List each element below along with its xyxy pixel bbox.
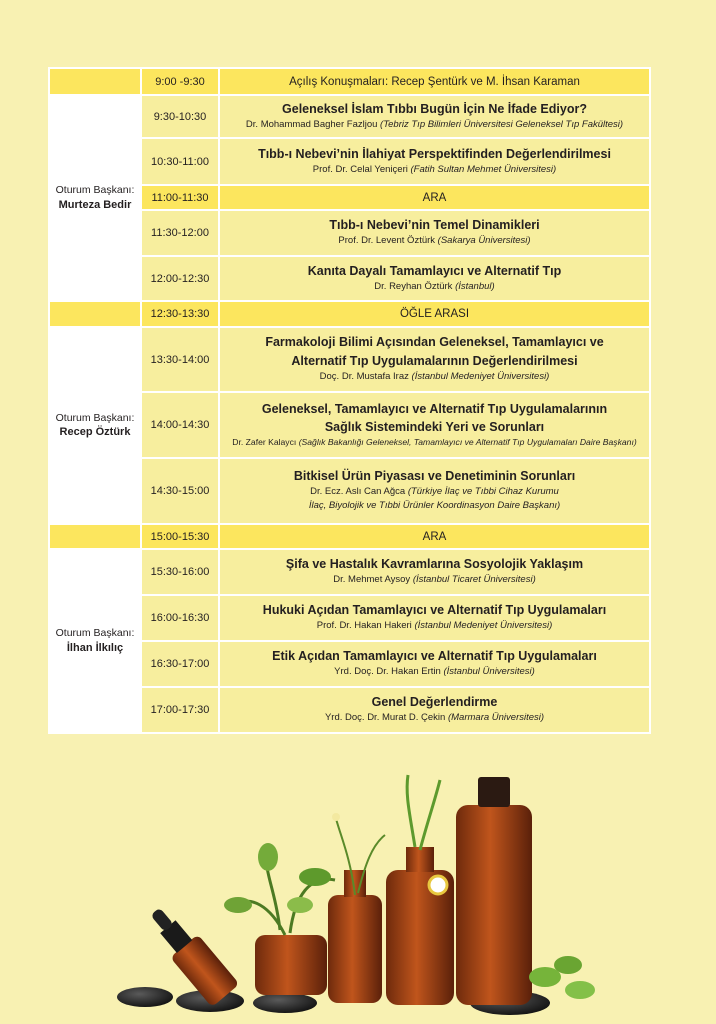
amber-bottle-tall — [456, 805, 532, 1005]
speaker-affiliation: (Tebriz Tıp Bilimleri Üniversitesi Geleneksel Tıp Fakültesi) — [380, 118, 624, 130]
chair-label: Oturum Başkanı: — [55, 184, 135, 197]
rosemary-sprig — [407, 775, 440, 850]
time-cell: 16:00-16:30 — [141, 595, 219, 641]
chair-cell-empty — [49, 301, 141, 327]
lunch-break-label: ÖĞLE ARASI — [219, 301, 650, 327]
talk-cell — [219, 641, 650, 687]
talk-title-line2: Sağlık Sistemindeki Yeri ve Sorunları — [324, 419, 545, 434]
talk-cell — [219, 95, 650, 138]
talk-speaker-line — [220, 163, 649, 179]
talk-cell — [219, 595, 650, 641]
talk-speaker-line — [220, 711, 649, 727]
talk-cell — [219, 458, 650, 524]
flower — [332, 813, 340, 821]
talk-cell — [219, 687, 650, 733]
session-chair-cell — [49, 327, 141, 524]
chair-label: Oturum Başkanı: — [55, 411, 135, 424]
speaker-affiliation: (İstanbul Medeniyet Üniversitesi) — [414, 620, 553, 632]
time-cell: 13:30-14:00 — [141, 327, 219, 392]
chair-label: Oturum Başkanı: — [55, 627, 135, 640]
talk-title: Bitkisel Ürün Piyasası ve Denetiminin Sorunları — [293, 469, 576, 484]
time-cell: 14:30-15:00 — [141, 458, 219, 524]
talk-title: Şifa ve Hastalık Kavramlarına Sosyolojik Yaklaşım — [285, 557, 584, 572]
time-cell: 9:00 -9:30 — [141, 68, 219, 95]
schedule-row-break — [49, 524, 650, 549]
speaker-affiliation: (Sağlık Bakanlığı Geleneksel, Tamamlayıcı ve Alternatif Tıp Uygulamaları Daire Başkanı) — [298, 436, 637, 447]
talk-title: Genel Değerlendirme — [371, 695, 498, 710]
break-label: ARA — [219, 185, 650, 210]
speaker-affiliation-line2: İlaç, Biyolojik ve Tıbbi Ürünler Koordinasyon Daire Başkanı) — [308, 500, 561, 512]
chair-cell-empty — [49, 524, 141, 549]
talk-title: Hukuki Açıdan Tamamlayıcı ve Alternatif Tıp Uygulamaları — [262, 603, 607, 618]
chair-name: Murteza Bedir — [58, 198, 132, 211]
talk-speaker-line — [220, 280, 649, 296]
speaker-affiliation: (Türkiye İlaç ve Tıbbi Cihaz Kurumu — [407, 486, 559, 498]
talk-speaker-line — [220, 573, 649, 589]
time-cell: 17:00-17:30 — [141, 687, 219, 733]
break-label: ARA — [219, 524, 650, 549]
program-schedule-table — [48, 67, 651, 734]
speaker-affiliation: (İstanbul Medeniyet Üniversitesi) — [411, 370, 550, 382]
talk-speaker-line — [220, 619, 649, 635]
speaker-affiliation: (İstanbul Üniversitesi) — [443, 666, 535, 678]
mint-leaf — [529, 967, 561, 987]
talk-speaker-line — [220, 436, 649, 450]
time-cell: 9:30-10:30 — [141, 95, 219, 138]
talk-cell — [219, 549, 650, 595]
leaf — [224, 897, 252, 913]
speaker-affiliation: (Fatih Sultan Mehmet Üniversitesi) — [410, 163, 557, 175]
time-cell: 10:30-11:00 — [141, 138, 219, 185]
schedule-row-opening — [49, 68, 650, 95]
schedule-row — [49, 95, 650, 138]
talk-cell — [219, 392, 650, 458]
time-cell: 11:00-11:30 — [141, 185, 219, 210]
talk-title: Tıbb-ı Nebevi’nin İlahiyat Perspektifinden Değerlendirilmesi — [258, 146, 611, 161]
time-cell: 11:30-12:00 — [141, 210, 219, 256]
chair-name: İlhan İlkılıç — [66, 641, 124, 654]
chamomile-flower — [429, 876, 447, 894]
speaker-affiliation: (Marmara Üniversitesi) — [447, 712, 545, 724]
talk-speaker-line — [220, 485, 649, 499]
talk-speaker-line2 — [220, 499, 649, 515]
talk-title-line1: Farmakoloji Bilimi Açısından Geleneksel, Tamamlayıcı ve — [265, 335, 604, 350]
speaker-name: Prof. Dr. Celal Yeniçeri — [312, 163, 408, 175]
speaker-name: Yrd. Doç. Dr. Hakan Ertin — [334, 666, 441, 678]
opening-speeches: Açılış Konuşmaları: Recep Şentürk ve M. İhsan Karaman — [219, 68, 650, 95]
leaf — [287, 897, 313, 913]
schedule-row-lunch — [49, 301, 650, 327]
schedule-row — [49, 549, 650, 595]
session-chair-cell — [49, 549, 141, 733]
mint-leaf — [554, 956, 582, 974]
talk-speaker-line — [220, 234, 649, 250]
speaker-name: Dr. Reyhan Öztürk — [374, 280, 453, 292]
speaker-affiliation: (İstanbul Ticaret Üniversitesi) — [412, 574, 536, 586]
talk-title-line1: Geleneksel, Tamamlayıcı ve Alternatif Tıp Uygulamalarının — [261, 401, 608, 416]
herb-stems — [235, 850, 335, 935]
speaker-affiliation: (Sakarya Üniversitesi) — [437, 235, 531, 247]
amber-bottle-small — [328, 895, 382, 1003]
leaf — [258, 843, 278, 871]
time-cell: 16:30-17:00 — [141, 641, 219, 687]
talk-title: Kanıta Dayalı Tamamlayıcı ve Alternatif Tıp — [307, 263, 562, 278]
talk-cell — [219, 327, 650, 392]
time-cell: 15:30-16:00 — [141, 549, 219, 595]
mint-leaf — [565, 981, 595, 999]
speaker-name: Dr. Zafer Kalaycı — [232, 436, 297, 447]
talk-cell — [219, 210, 650, 256]
black-stone — [253, 993, 317, 1013]
talk-title: Geleneksel İslam Tıbbı Bugün İçin Ne İfade Ediyor? — [282, 101, 587, 116]
speaker-name: Doç. Dr. Mustafa Iraz — [319, 370, 409, 382]
talk-cell — [219, 138, 650, 185]
time-cell: 12:00-12:30 — [141, 256, 219, 301]
speaker-name: Dr. Mehmet Aysoy — [333, 574, 411, 586]
talk-title: Etik Açıdan Tamamlayıcı ve Alternatif Tıp Uygulamaları — [272, 649, 597, 664]
talk-title-line2: Alternatif Tıp Uygulamalarının Değerlendirilmesi — [291, 353, 578, 368]
speaker-name: Dr. Ecz. Aslı Can Ağca — [310, 486, 406, 498]
session-chair-cell — [49, 95, 141, 301]
speaker-name: Dr. Mohammad Bagher Fazljou — [245, 118, 378, 130]
speaker-name: Prof. Dr. Hakan Hakeri — [316, 620, 412, 632]
herbal-bottles-and-plants-photo — [110, 765, 610, 1024]
speaker-name: Prof. Dr. Levent Öztürk — [338, 235, 436, 247]
talk-cell — [219, 256, 650, 301]
black-stone — [117, 987, 173, 1007]
talk-title: Tıbb-ı Nebevi’nin Temel Dinamikleri — [329, 218, 540, 233]
amber-jar — [255, 935, 327, 995]
speaker-name: Yrd. Doç. Dr. Murat D. Çekin — [324, 712, 446, 724]
speaker-affiliation: (İstanbul) — [455, 280, 495, 292]
time-cell: 14:00-14:30 — [141, 392, 219, 458]
leaf — [299, 868, 331, 886]
schedule-row — [49, 327, 650, 392]
time-cell: 15:00-15:30 — [141, 524, 219, 549]
chair-cell-empty — [49, 68, 141, 95]
talk-speaker-line — [220, 665, 649, 681]
talk-speaker-line — [220, 370, 649, 386]
chair-name: Recep Öztürk — [59, 426, 131, 439]
talk-speaker-line — [220, 118, 649, 134]
time-cell: 12:30-13:30 — [141, 301, 219, 327]
herb-sprig — [335, 815, 385, 895]
